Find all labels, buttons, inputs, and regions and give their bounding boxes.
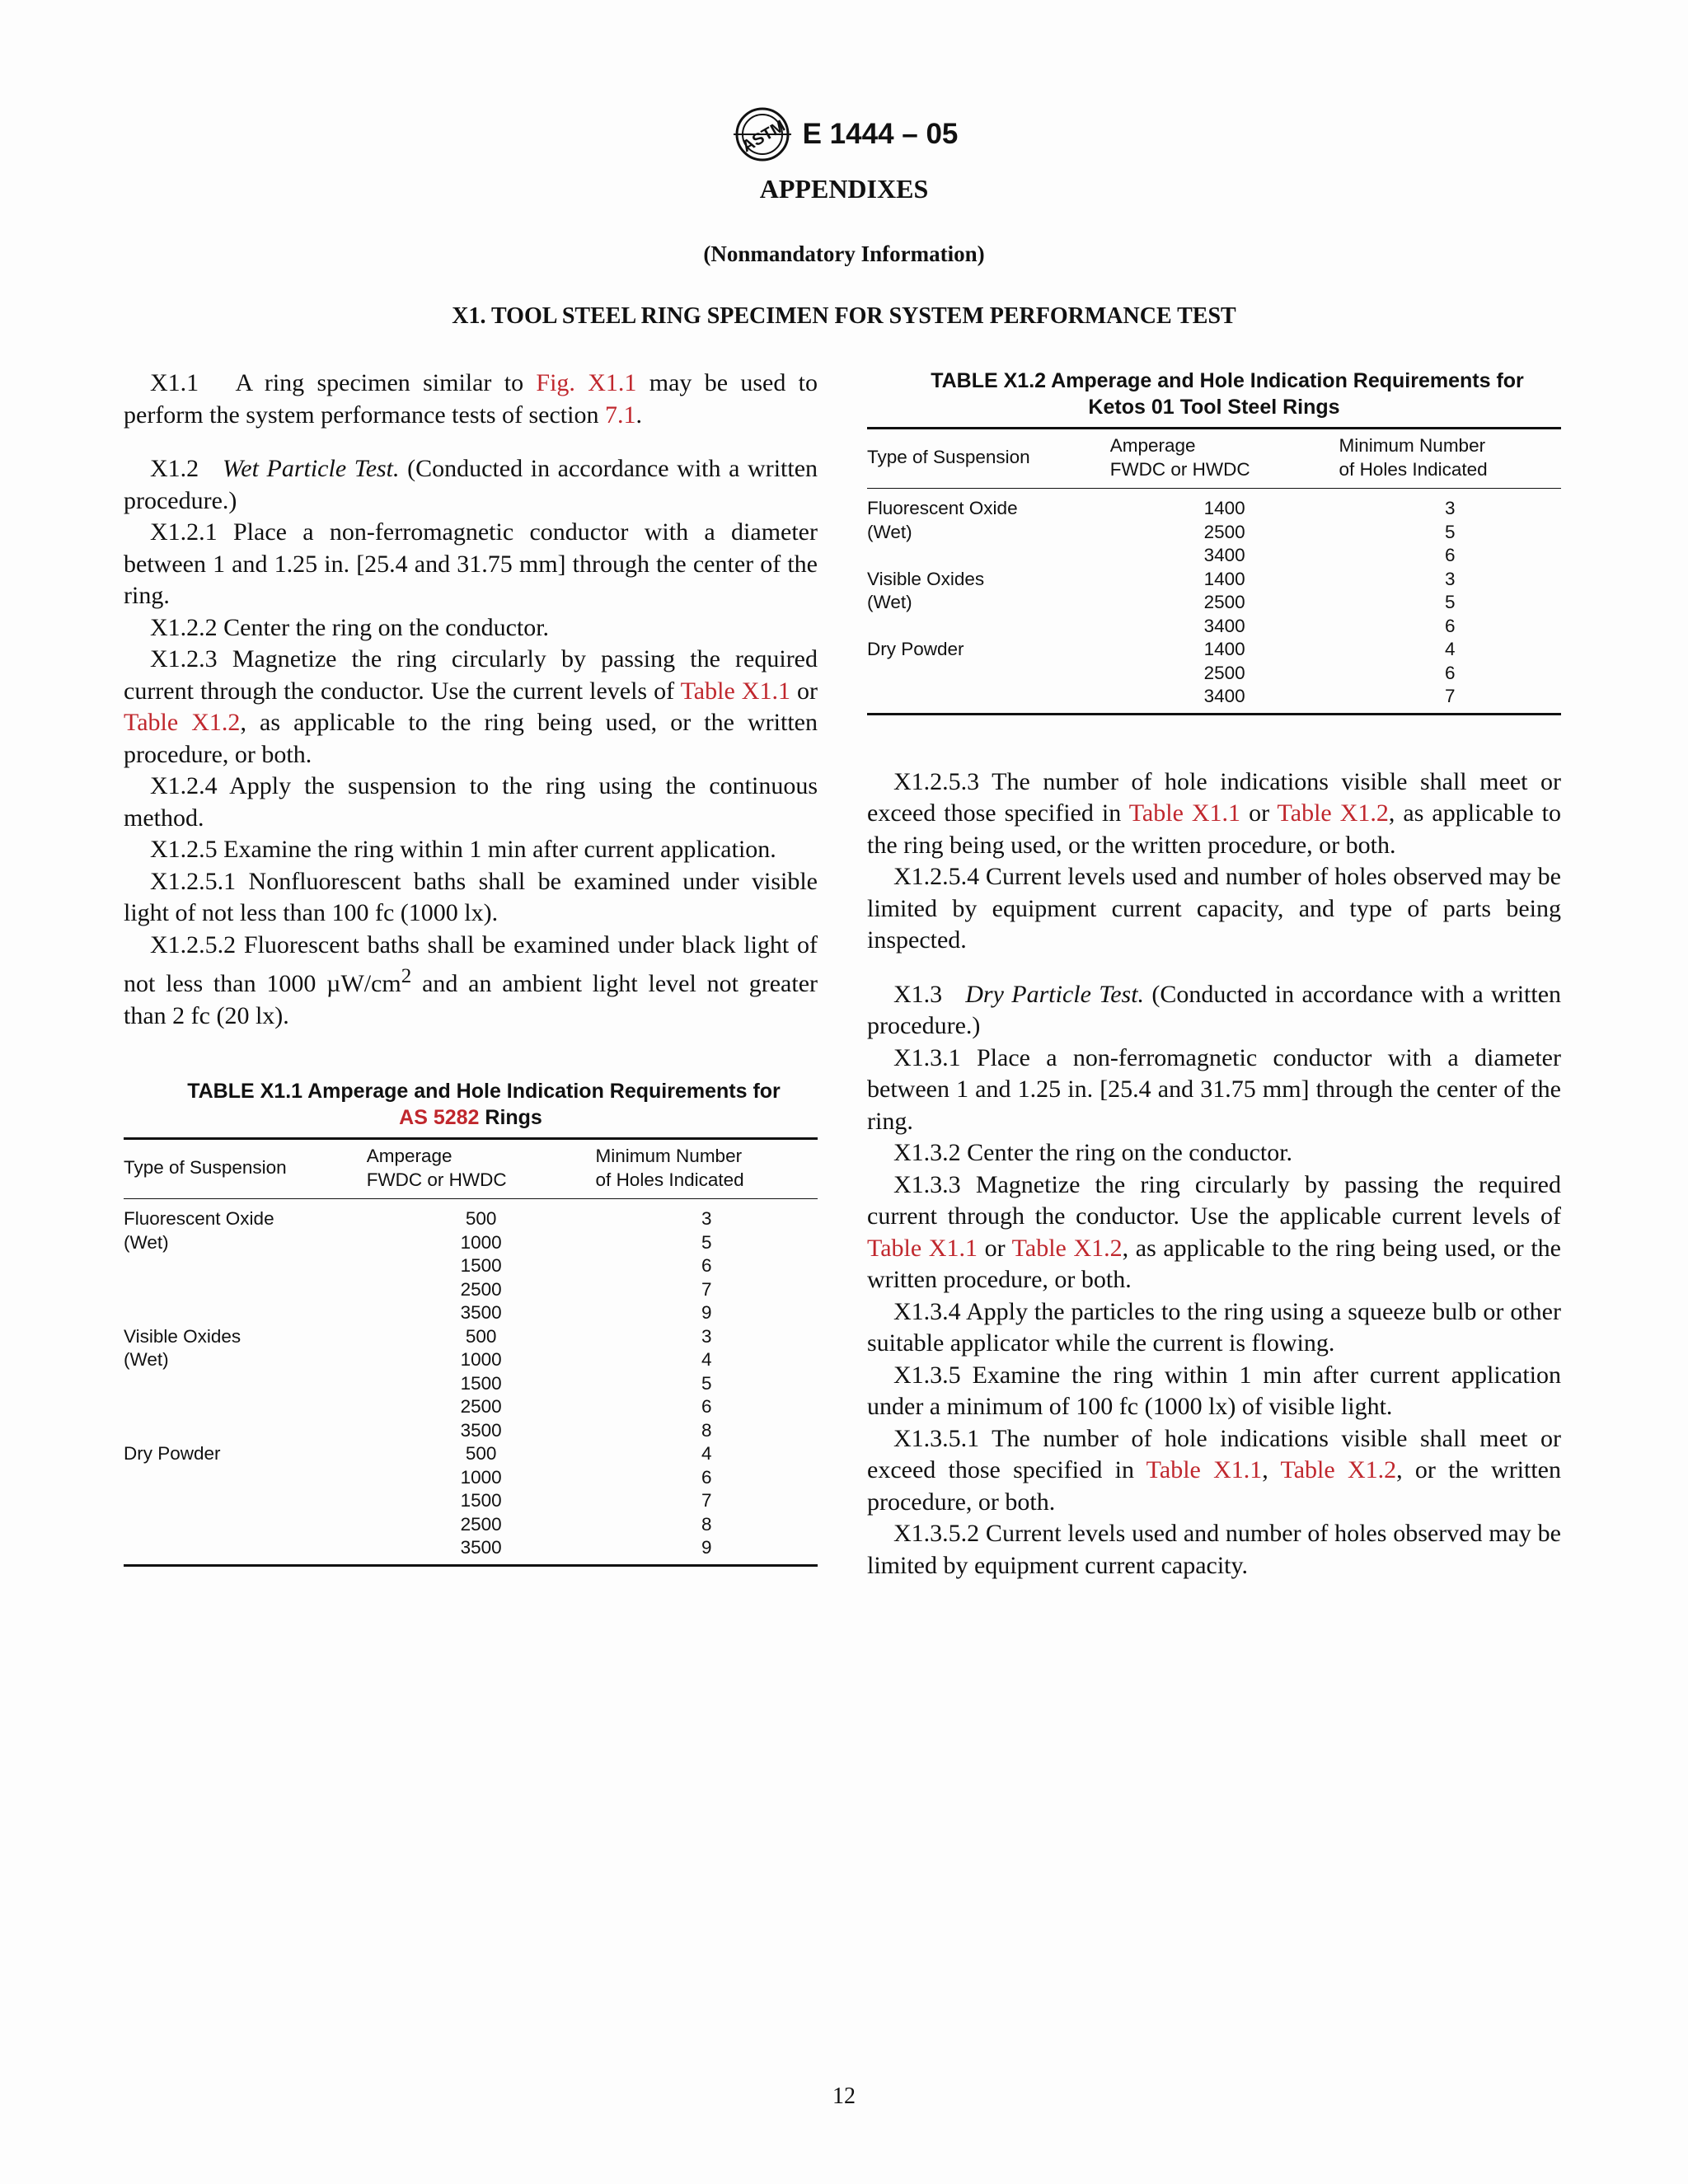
paragraph-x1-2: X1.2 Wet Particle Test. (Conducted in accordance with a written procedure.) xyxy=(124,455,818,514)
paragraph-x1-2-5-3: X1.2.5.3 The number of hole indications visible shall meet or exceed those specified in Table X1.1 or Table X1.2, as applicable to the ring being used, or the written procedure, or both. xyxy=(867,767,1562,859)
amperage-cell: 1000 xyxy=(460,1349,502,1370)
amperage-cell: 1400 xyxy=(1203,639,1245,659)
paragraph-x1-2-5-2: X1.2.5.2 Fluorescent baths shall be examined under black light of not less than 1000 $\mu W/cm^2$ and an ambient light level not greater than 2 fc (20 lx). xyxy=(124,930,818,1029)
holes-cell: 9 xyxy=(701,1302,712,1323)
table-row xyxy=(867,685,1561,714)
type-cell xyxy=(124,1513,367,1537)
type-cell xyxy=(124,1489,367,1513)
paragraph-x1-2-2: X1.2.2 Center the ring on the conductor. xyxy=(150,613,550,641)
link-table-x1-2[interactable]: Table X1.2 xyxy=(124,709,241,736)
amperage-cell: 3400 xyxy=(1203,686,1245,706)
table-row xyxy=(124,1466,818,1490)
holes-cell: 5 xyxy=(701,1231,712,1253)
type-cell xyxy=(124,1254,367,1278)
paragraph-x1-2-3: X1.2.3 Magnetize the ring circularly by passing the required current through the conductor. Use the current levels of Table X1.1 or Table X1.2, as applicable to the ring being used, or the written procedure, or both. xyxy=(124,645,818,768)
standard-designation: E 1444 – 05 xyxy=(802,118,959,150)
table-row xyxy=(124,1301,818,1325)
type-cell: Dry Powder xyxy=(867,639,964,659)
type-cell xyxy=(124,1536,367,1565)
link-table-x1-1[interactable]: Table X1.1 xyxy=(1146,1456,1263,1483)
holes-cell: 9 xyxy=(701,1537,712,1558)
table-header-row xyxy=(867,429,1561,489)
column-header-amperage: Amperage FWDC or HWDC xyxy=(1110,429,1339,489)
type-cell: Fluorescent Oxide xyxy=(124,1208,274,1229)
amperage-cell: 2500 xyxy=(1203,521,1245,542)
table-x1-2-caption: TABLE X1.2 Amperage and Hole Indication Requirements for Ketos 01 Tool Steel Rings xyxy=(931,369,1524,419)
type-cell xyxy=(867,685,1110,714)
amperage-cell: 1500 xyxy=(460,1372,502,1394)
column-header-type: Type of Suspension xyxy=(867,429,1110,489)
paragraph-x1-3-3: X1.3.3 Magnetize the ring circularly by passing the required current through the conductor. Use the applicable current levels of Table X1.1 or Table X1.2, as applicable to the ring being used, or the written procedure, or both. xyxy=(867,1170,1561,1293)
holes-cell: 7 xyxy=(1445,686,1456,706)
left-column xyxy=(124,368,818,1567)
table-x1-1-caption: TABLE X1.1 Amperage and Hole Indication Requirements for AS 5282 Rings xyxy=(187,1080,781,1129)
link-table-x1-2[interactable]: Table X1.2 xyxy=(1280,1456,1397,1483)
type-cell xyxy=(867,662,1110,686)
paragraph-x1-3: X1.3 Dry Particle Test. (Conducted in accordance with a written procedure.) xyxy=(867,980,1562,1039)
type-cell xyxy=(124,1466,367,1490)
link-table-x1-1[interactable]: Table X1.1 xyxy=(867,1234,978,1262)
holes-cell: 8 xyxy=(701,1513,712,1535)
type-cell: Visible Oxides xyxy=(867,568,985,589)
table-row xyxy=(124,1348,818,1372)
holes-cell: 3 xyxy=(701,1208,712,1229)
column-header-holes: Minimum Number of Holes Indicated xyxy=(1339,429,1561,489)
holes-cell: 4 xyxy=(1445,639,1456,659)
amperage-cell: 1400 xyxy=(1203,498,1245,518)
table-row xyxy=(867,638,1561,662)
holes-cell: 8 xyxy=(701,1419,712,1441)
amperage-cell: 2500 xyxy=(1203,592,1245,612)
holes-cell: 6 xyxy=(701,1255,712,1276)
table-row xyxy=(124,1536,818,1565)
column-header-amperage: Amperage FWDC or HWDC xyxy=(367,1139,596,1199)
amperage-cell: 2500 xyxy=(1203,662,1245,683)
holes-cell: 6 xyxy=(701,1466,712,1488)
link-table-x1-2[interactable]: Table X1.2 xyxy=(1011,1234,1123,1262)
paragraph-x1-3-1: X1.3.1 Place a non-ferromagnetic conductor with a diameter between 1 and 1.25 in. [25.4 and 31.75 mm] through the center of the ring. xyxy=(867,1043,1561,1135)
page-number: 12 xyxy=(832,2083,856,2109)
holes-cell: 5 xyxy=(1445,521,1456,542)
table-row xyxy=(867,489,1561,521)
paragraph-x1-2-5-4: X1.2.5.4 Current levels used and number of holes observed may be limited by equipment current capacity, and type of parts being inspected. xyxy=(867,863,1561,954)
amperage-cell: 3400 xyxy=(1203,615,1245,636)
table-row xyxy=(124,1372,818,1396)
amperage-cell: 3500 xyxy=(460,1537,502,1558)
table-row xyxy=(867,662,1561,686)
paragraph-x1-3-4: X1.3.4 Apply the particles to the ring using a squeeze bulb or other suitable applicator while the current is flowing. xyxy=(867,1297,1561,1357)
holes-cell: 5 xyxy=(701,1372,712,1394)
paragraph-x1-2-5: X1.2.5 Examine the ring within 1 min after current application. xyxy=(150,836,776,863)
type-cell: Dry Powder xyxy=(124,1443,221,1464)
table-row xyxy=(124,1278,818,1302)
paragraph-x1-2-4: X1.2.4 Apply the suspension to the ring using the continuous method. xyxy=(124,772,818,832)
type-cell xyxy=(867,544,1110,568)
type-cell xyxy=(124,1301,367,1325)
amperage-cell: 500 xyxy=(465,1208,497,1229)
table-row xyxy=(867,521,1561,545)
table-row xyxy=(124,1231,818,1255)
type-cell xyxy=(867,615,1110,639)
nonmandatory-label: (Nonmandatory Information) xyxy=(703,241,985,266)
type-cell: (Wet) xyxy=(867,592,912,612)
table-row xyxy=(124,1254,818,1278)
amperage-cell: 1000 xyxy=(460,1231,502,1253)
table-row xyxy=(124,1325,818,1349)
amperage-cell: 3500 xyxy=(460,1419,502,1441)
table-x1-2-grid xyxy=(867,427,1561,715)
table-row xyxy=(124,1419,818,1443)
paragraph-x1-3-5: X1.3.5 Examine the ring within 1 min after current application under a minimum of 100 fc (1000 lx) of visible light. xyxy=(867,1361,1561,1420)
amperage-cell: 1000 xyxy=(460,1466,502,1488)
amperage-cell: 2500 xyxy=(460,1513,502,1535)
type-cell xyxy=(124,1395,367,1419)
paragraph-x1-2-5-1: X1.2.5.1 Nonfluorescent baths shall be examined under visible light of not less than 100 fc (1000 lx). xyxy=(124,867,818,926)
column-header-holes: Minimum Number of Holes Indicated xyxy=(596,1139,818,1199)
amperage-cell: 1500 xyxy=(460,1490,502,1511)
table-row xyxy=(124,1442,818,1466)
table-row xyxy=(867,568,1561,592)
table-row xyxy=(124,1395,818,1419)
type-cell: (Wet) xyxy=(867,521,912,542)
table-row xyxy=(124,1489,818,1513)
holes-cell: 7 xyxy=(701,1490,712,1511)
type-cell xyxy=(124,1419,367,1443)
table-x1-1-grid xyxy=(124,1137,818,1567)
paragraph-x1-3-5-1: X1.3.5.1 The number of hole indications visible shall meet or exceed those specified in Table X1.1, Table X1.2, or the written procedure, or both. xyxy=(867,1424,1562,1516)
table-row xyxy=(124,1199,818,1231)
holes-cell: 3 xyxy=(1445,498,1456,518)
link-section-7-1[interactable]: 7.1 xyxy=(604,401,636,429)
type-cell xyxy=(124,1278,367,1302)
holes-cell: 3 xyxy=(1445,568,1456,589)
holes-cell: 6 xyxy=(1445,615,1456,636)
paragraph-x1-3-2: X1.3.2 Center the ring on the conductor. xyxy=(893,1139,1293,1166)
amperage-cell: 2500 xyxy=(460,1396,502,1417)
holes-cell: 4 xyxy=(701,1349,712,1370)
astm-logo-icon xyxy=(730,105,795,163)
logo-lettering: ASTM xyxy=(738,116,789,157)
amperage-cell: 1400 xyxy=(1203,568,1245,589)
dry-particle-test-heading: Dry Particle Test. xyxy=(965,980,1145,1008)
link-table-x1-2[interactable]: Table X1.2 xyxy=(1277,799,1389,827)
type-cell xyxy=(124,1372,367,1396)
table-x1-2 xyxy=(867,368,1561,715)
holes-cell: 7 xyxy=(701,1278,712,1300)
holes-cell: 6 xyxy=(1445,662,1456,683)
type-cell: (Wet) xyxy=(124,1349,169,1370)
holes-cell: 5 xyxy=(1445,592,1456,612)
type-cell: Fluorescent Oxide xyxy=(867,498,1018,518)
column-header-type: Type of Suspension xyxy=(124,1139,367,1199)
amperage-cell: 2500 xyxy=(460,1278,502,1300)
holes-cell: 6 xyxy=(701,1396,712,1417)
paragraph-x1-1: X1.1 A ring specimen similar to Fig. X1.1 may be used to perform the system performance tests of section 7.1. xyxy=(124,369,818,429)
amperage-cell: 500 xyxy=(465,1325,497,1347)
document-header xyxy=(0,105,1688,163)
holes-cell: 3 xyxy=(701,1325,712,1347)
link-table-x1-1[interactable]: Table X1.1 xyxy=(680,677,790,705)
paragraph-x1-3-5-2: X1.3.5.2 Current levels used and number of holes observed may be limited by equipment current capacity. xyxy=(867,1520,1561,1579)
wet-particle-test-heading: Wet Particle Test. xyxy=(223,455,400,482)
holes-cell: 4 xyxy=(701,1443,712,1464)
table-row xyxy=(867,591,1561,615)
table-row xyxy=(867,544,1561,568)
amperage-cell: 1500 xyxy=(460,1255,502,1276)
type-cell: Visible Oxides xyxy=(124,1325,241,1347)
table-x1-1 xyxy=(124,1078,818,1567)
amperage-cell: 500 xyxy=(465,1443,497,1464)
section-x1-title: X1. TOOL STEEL RING SPECIMEN FOR SYSTEM PERFORMANCE TEST xyxy=(452,303,1236,329)
amperage-cell: 3400 xyxy=(1203,545,1245,565)
link-fig-x1-1[interactable]: Fig. X1.1 xyxy=(536,369,637,396)
paragraph-x1-2-1: X1.2.1 Place a non-ferromagnetic conductor with a diameter between 1 and 1.25 in. [25.4 and 31.75 mm] through the center of the ring. xyxy=(124,518,818,609)
table-header-row xyxy=(124,1139,818,1199)
link-table-x1-1[interactable]: Table X1.1 xyxy=(1128,799,1241,827)
holes-cell: 6 xyxy=(1445,545,1456,565)
table-row xyxy=(124,1513,818,1537)
link-as-5282[interactable]: AS 5282 xyxy=(399,1106,480,1129)
right-column xyxy=(867,368,1561,1582)
type-cell: (Wet) xyxy=(124,1231,169,1253)
amperage-cell: 3500 xyxy=(460,1302,502,1323)
table-row xyxy=(867,615,1561,639)
appendixes-title: APPENDIXES xyxy=(759,174,929,204)
